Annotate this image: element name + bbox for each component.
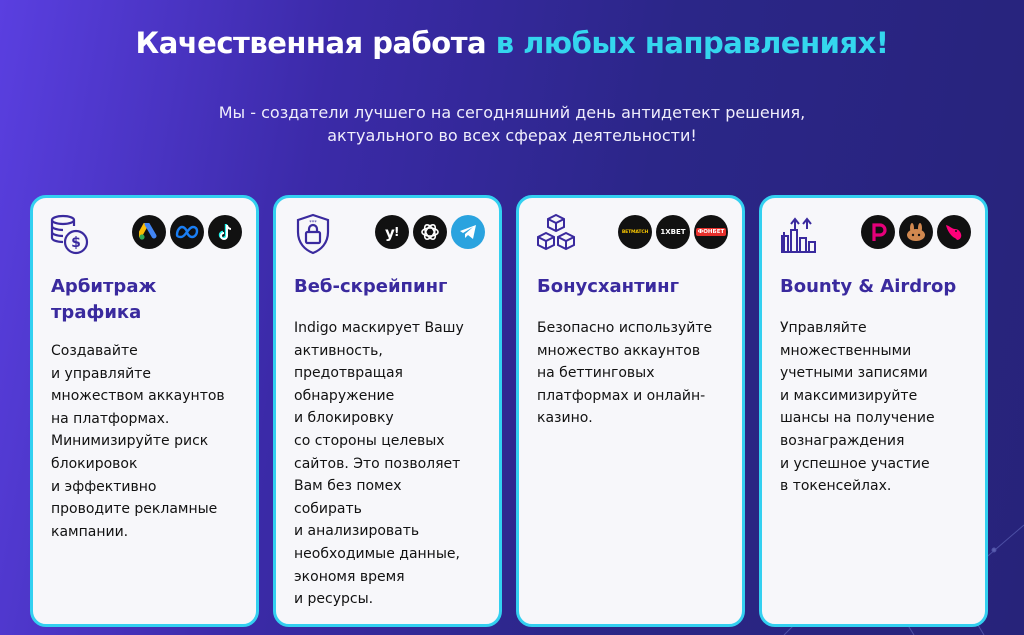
telegram-icon — [451, 215, 485, 249]
cubes-network-icon — [535, 212, 577, 256]
card-text: Безопасно используйте множество аккаунтов на беттинговых платформах и онлайн- казино. — [537, 320, 713, 427]
svg-text:***: *** — [309, 220, 317, 226]
google-ads-icon — [132, 215, 166, 249]
card-traffic-arbitrage[interactable] — [30, 195, 259, 627]
1xbet-logo-text: 1XBET — [660, 228, 686, 236]
meta-icon — [170, 215, 204, 249]
coins-dollar-icon — [49, 212, 91, 256]
card-logos — [132, 215, 242, 249]
uniswap-icon — [937, 215, 971, 249]
chart-arrows-icon — [778, 212, 820, 256]
shield-lock-icon — [292, 212, 334, 256]
card-text: Создавайте и управляйте множеством аккаунтов на платформах. Минимизируйте риск блокировок и эффективно проводите рекламные кампании. — [51, 343, 225, 540]
card-logos — [375, 215, 485, 249]
title-accent: в любых направлениях! — [495, 26, 889, 60]
tiktok-icon — [208, 215, 242, 249]
betmatch-icon — [618, 215, 652, 249]
card-title: Бонусхантинг — [537, 276, 680, 297]
polkadot-icon — [861, 215, 895, 249]
page-title — [0, 26, 1024, 60]
yandex-icon — [375, 215, 409, 249]
card-title: Bounty & Airdrop — [780, 276, 957, 297]
card-logos — [618, 215, 728, 249]
card-web-scraping[interactable] — [273, 195, 502, 627]
card-logos — [861, 215, 971, 249]
card-title: Арбитраж трафика — [51, 276, 157, 323]
title-main: Качественная работа — [135, 26, 496, 60]
card-bonus-hunting[interactable] — [516, 195, 745, 627]
subtitle-line-2: актуального во всех сферах деятельности! — [327, 126, 697, 145]
subtitle-line-1: Мы - создатели лучшего на сегодняшний день антидетект решения, — [218, 103, 806, 122]
svg-text:!: ! — [394, 225, 400, 239]
betmatch-logo-text: BETMATCH — [621, 229, 649, 235]
1xbet-icon — [656, 215, 690, 249]
page-subtitle — [0, 101, 1024, 147]
fonbet-logo-text: ФОНБЕТ — [697, 229, 725, 235]
fonbet-icon — [694, 215, 728, 249]
feature-cards — [30, 195, 990, 627]
pancakeswap-icon — [899, 215, 933, 249]
svg-text:$: $ — [71, 235, 81, 251]
card-text: Indigo маскирует Вашу активность, предотвращая обнаружение и блокировку со стороны целевых сайтов. Это позволяет Вам без помех собирать и анализировать необходимые данные, экономя время и ресурсы. — [294, 320, 464, 608]
card-text: Управляйте множественными учетными записями и максимизируйте шансы на получение вознаграждения и успешное участие в токенсейлах. — [780, 320, 935, 495]
card-bounty-airdrop[interactable] — [759, 195, 988, 627]
svg-text:y: y — [385, 224, 395, 242]
openai-icon — [413, 215, 447, 249]
card-title: Веб-скрейпинг — [294, 276, 448, 297]
